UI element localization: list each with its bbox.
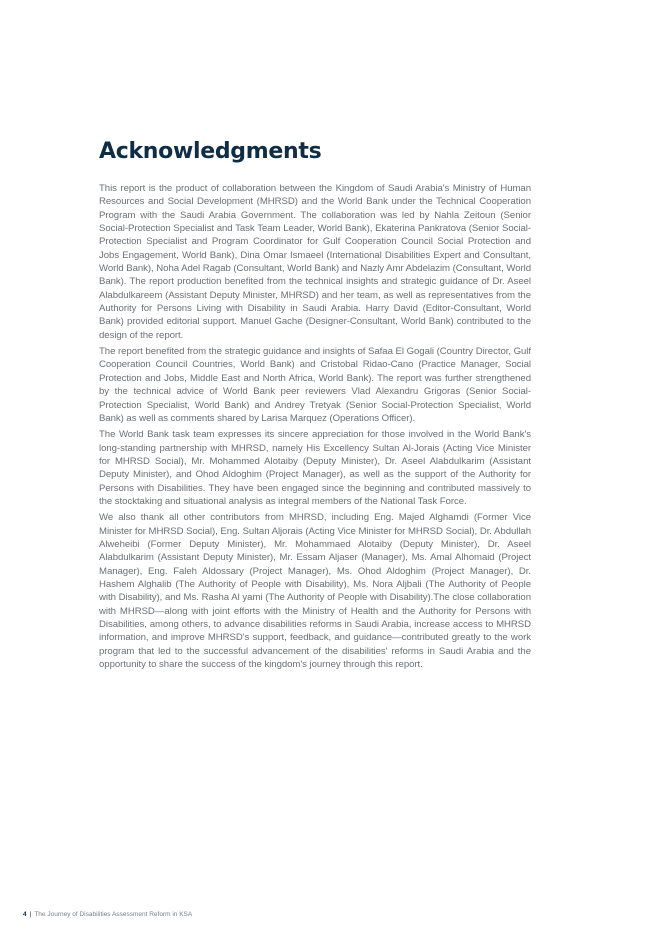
running-title: The Journey of Disabilities Assessment Reform in KSA bbox=[34, 911, 193, 918]
footer-separator: | bbox=[29, 911, 32, 918]
page-number: 4 bbox=[23, 911, 27, 918]
paragraph: The report benefited from the strategic guidance and insights of Safaa El Gogali (Country Director, Gulf Cooperation Council Countries, World Bank) and Cristobal Ridao-Cano (Practice Manager, Social Protection and Jobs, Middle East and North Africa, World Bank). The report was further strengthened by the technical advice of World Bank peer reviewers Vlad Alexandru Grigoras (Senior Social-Protection Specialist, World Bank) and Andrey Tretyak (Senior Social-Protection Specialist, World Bank) as well as comments shared by Larisa Marquez (Operations Officer). bbox=[99, 346, 531, 424]
paragraph: We also thank all other contributors from MHRSD, including Eng. Majed Alghamdi (Former Vice Minister for MHRSD Social), Eng. Sultan Aljorais (Acting Vice Minister for MHRSD Social), Dr. Abdullah Alweheibi (Former Deputy Minister), Mr. Mohammaed Alotaiby (Deputy Minister), Dr. Aseel Alabdulkarim (Assistant Deputy Minister), Mr. Essam Aljaser (Manager), Ms. Amal Alhomaid (Project Manager), Eng. Faleh Aldossary (Project Manager), Ms. Ohod Aldoghim (Project Manager), Dr. Hashem Alghalib (The Authority of People with Disability), Ms. Nora Aljbali (The Authority of People with Disability), and Ms. Rasha Al yami (The Authority of People with Disability).The close collaboration with MHRSD—along with joint efforts with the Ministry of Health and the Authority for Persons with Disabilities, among others, to advance disabilities reforms in Saudi Arabia, increase access to MHRSD information, and improve MHRSD's support, feedback, and guidance—contributed greatly to the work program that led to the successful advancement of the disabilities' reforms in Saudi Arabia and the opportunity to share the success of the kingdom's journey through this report. bbox=[99, 512, 531, 671]
page-title: Acknowledgments bbox=[99, 139, 322, 164]
page-footer bbox=[23, 910, 192, 920]
paragraph: This report is the product of collaboration between the Kingdom of Saudi Arabia's Ministry of Human Resources and Social Development (MHRSD) and the World Bank under the Technical Cooperation Program with the Saudi Arabia Government. The collaboration was led by Nahla Zeitoun (Senior Social-Protection Specialist and Task Team Leader, World Bank), Ekaterina Pankratova (Senior Social-Protection Specialist and Program Coordinator for Gulf Cooperation Council Social Protection and Jobs Engagement, World Bank), Dina Omar Ismaeel (International Disabilities Expert and Consultant, World Bank), Noha Adel Ragab (Consultant, World Bank) and Nazly Amr Abdelazim (Consultant, World Bank). The report production benefited from the technical insights and strategic guidance of Dr. Aseel Alabdulkareem (Assistant Deputy Minister, MHRSD) and her team, as well as representatives from the Authority for Persons Living with Disability in Saudi Arabia. Harry David (Editor-Consultant, World Bank) provided editorial support. Manuel Gache (Designer-Consultant, World Bank) contributed to the design of the report. bbox=[99, 183, 531, 341]
acknowledgments-body bbox=[99, 182, 531, 674]
paragraph: The World Bank task team expresses its sincere appreciation for those involved in the World Bank's long-standing partnership with MHRSD, namely His Excellency Sultan Al-Jorais (Acting Vice Minister for MHRSD Social), Mr. Mohammed Alotaiby (Deputy Minister), Dr. Aseel Alabdulkarim (Assistant Deputy Minister), and Ohod Aldoghim (Project Manager), as well as the support of the Authority for Persons with Disabilities. They have been engaged since the beginning and contributed massively to the stocktaking and situational analysis as integral members of the National Task Force. bbox=[99, 429, 531, 507]
